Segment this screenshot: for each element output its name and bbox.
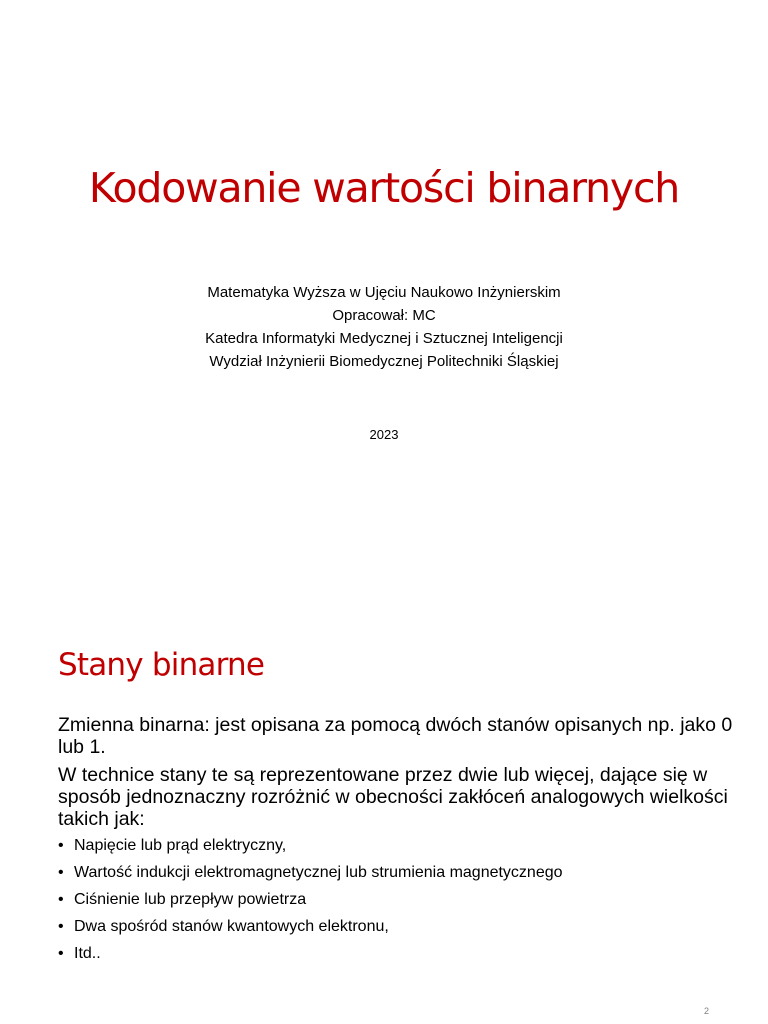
paragraph-technical-representation: W technice stany te są reprezentowane przez dwie lub więcej, dające się w sposób jednoznaczny rozróżnić w obecności zakłóceń analogowych wielkości takich jak: (58, 764, 728, 830)
section-heading: Stany binarne (58, 647, 265, 683)
list-item: • Dwa spośród stanów kwantowych elektronu, (58, 916, 563, 943)
list-item: • Ciśnienie lub przepływ powietrza (58, 889, 563, 916)
department-line: Katedra Informatyki Medycznej i Sztucznej Inteligencji (205, 330, 563, 347)
list-item: • Itd.. (58, 943, 563, 970)
slide-title: Kodowanie wartości binarnych (88, 164, 680, 212)
year: 2023 (369, 427, 399, 442)
author-line: Opracował: MC (332, 307, 436, 324)
list-item: • Wartość indukcji elektromagnetycznej lub strumienia magnetycznego (58, 862, 563, 889)
course-name: Matematyka Wyższa w Ujęciu Naukowo Inżynierskim (207, 284, 561, 301)
faculty-line: Wydział Inżynierii Biomedycznej Politechniki Śląskiej (209, 353, 559, 370)
slide-binary-states (0, 512, 768, 1024)
page-number: 2 (704, 1006, 710, 1016)
list-item: • Napięcie lub prąd elektryczny, (58, 835, 563, 862)
paragraph-binary-variable: Zmienna binarna: jest opisana za pomocą dwóch stanów opisanych np. jako 0 lub 1. (58, 714, 733, 758)
bullet-list (58, 835, 563, 970)
subtitle-block (0, 281, 768, 373)
